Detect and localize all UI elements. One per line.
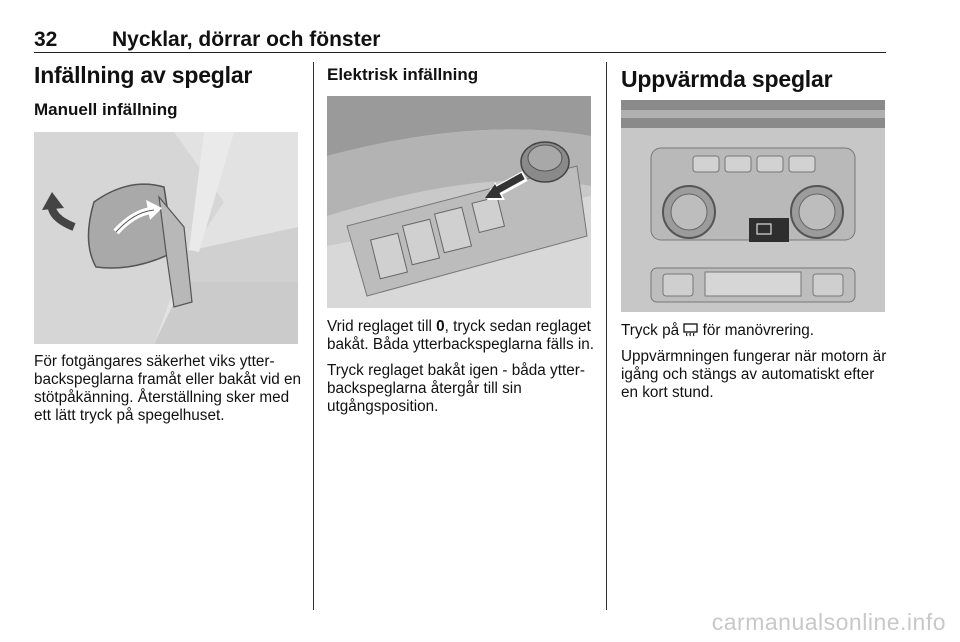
column-3-body [621,322,891,402]
heated-mirror-icon [683,323,698,337]
mirror-switch-illustration [327,96,591,308]
column-2-body [327,318,597,416]
column-divider-1 [313,62,314,610]
climate-panel-illustration [621,100,885,312]
mirror-fold-illustration-icon [34,132,298,344]
section-heading-mirror-folding: Infällning av speglar [34,62,253,88]
manual-folding-text: För fotgängares säkerhet viks ytterbackspeglarna framåt eller bakåt vid en stötpåkänning. Återställning sker med ett lätt tryck på spegelhuset. [34,353,301,424]
page-number: 32 [34,28,58,51]
column-divider-2 [606,62,607,610]
heated-mirrors-text-2: Uppvärmningen fungerar när motorn är igång och stängs av automatiskt efter en kort stund. [621,348,887,401]
subheading-manual-folding: Manuell infällning [34,100,178,119]
electric-folding-text-1-b: , tryck sedan reglaget bakåt. Båda ytterbackspeglarna fälls in. [327,318,595,353]
column-1 [34,60,302,121]
watermark: carmanualsonline.info [711,609,946,635]
electric-folding-text-1-a: Vrid reglaget till [327,318,437,335]
running-title: Nycklar, dörrar och fönster [112,28,381,51]
page-header [34,26,886,53]
column-3 [621,64,889,94]
column-1-body [34,353,302,425]
section-heading-heated-mirrors: Uppvärmda speglar [621,66,833,92]
climate-panel-illustration-icon [621,100,885,312]
heated-mirrors-text-1-a: Tryck på [621,322,684,339]
mirror-fold-illustration [34,132,298,344]
position-zero: 0 [436,318,445,335]
electric-folding-text-1 [327,318,597,354]
heated-mirrors-text-1 [621,322,891,340]
mirror-switch-illustration-icon [327,96,591,308]
subheading-electric-folding: Elektrisk infällning [327,65,479,84]
electric-folding-text-2: Tryck reglaget bakåt igen - båda ytterbackspeglarna återgår till sin utgångsposition. [327,362,585,415]
column-2 [327,64,595,86]
heated-mirrors-text-1-b: för manövrering. [698,322,814,339]
